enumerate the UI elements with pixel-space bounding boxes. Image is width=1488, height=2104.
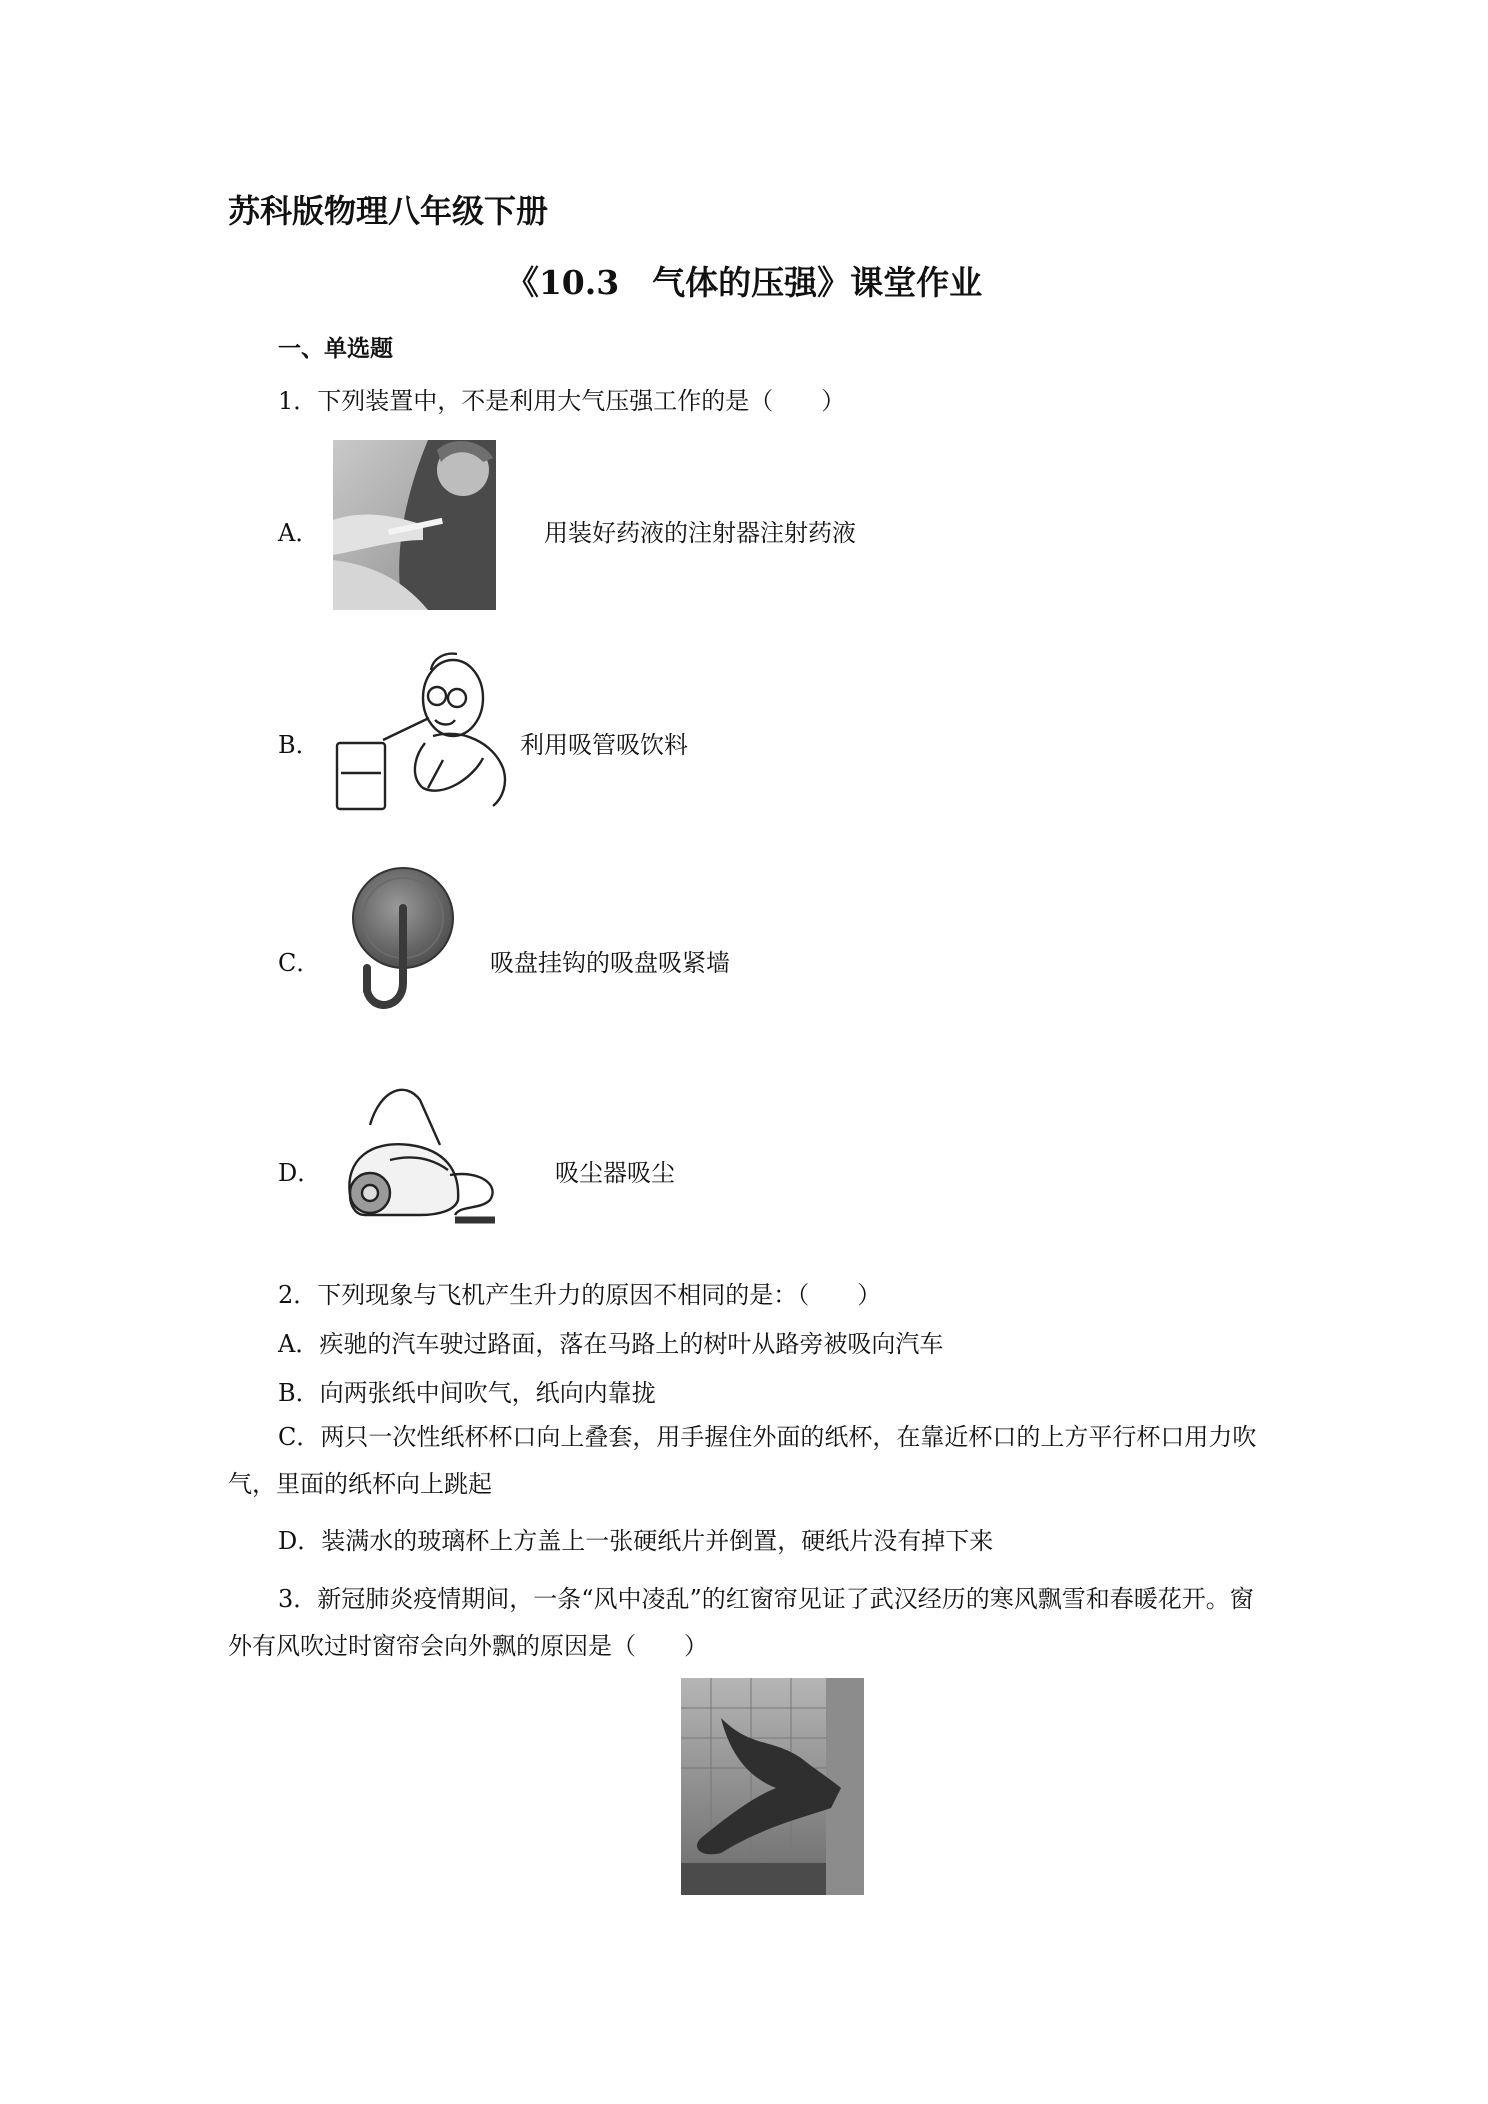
question-2-stem: 2．下列现象与飞机产生升力的原因不相同的是：（ ） <box>278 1281 882 1309</box>
document-header: 苏科版物理八年级下册 <box>228 192 549 230</box>
option-a-label: A． <box>278 519 320 547</box>
question-2-option-c: C．两只一次性纸杯杯口向上叠套，用手握住外面的纸杯，在靠近杯口的上方平行杯口用力吹气，里面的纸杯向上跳起 <box>228 1423 1257 1498</box>
question-2-option-d: D．装满水的玻璃杯上方盖上一张硬纸片并倒置，硬纸片没有掉下来 <box>278 1527 994 1555</box>
question-2-option-a: A．疾驰的汽车驶过路面，落在马路上的树叶从路旁被吸向汽车 <box>278 1330 944 1358</box>
option-c-text: 吸盘挂钩的吸盘吸紧墙 <box>490 949 730 977</box>
question-2-option-b: B．向两张纸中间吹气，纸向内靠拢 <box>278 1379 656 1407</box>
option-c-label: C． <box>278 949 321 977</box>
suction-hook-drawing-icon <box>345 863 465 1023</box>
section-heading: 一、单选题 <box>278 336 393 362</box>
option-d-text: 吸尘器吸尘 <box>555 1159 675 1187</box>
option-b-text: 利用吸管吸饮料 <box>520 731 688 759</box>
question-1-stem: 1．下列装置中，不是利用大气压强工作的是（ ） <box>278 387 846 415</box>
option-a-text: 用装好药液的注射器注射药液 <box>544 519 856 547</box>
syringe-injection-photo-icon <box>333 440 496 610</box>
vacuum-cleaner-drawing-icon <box>330 1075 512 1235</box>
man-drinking-straw-drawing-icon <box>333 648 518 816</box>
document-title: 《10.3 气体的压强》课堂作业 <box>505 263 983 302</box>
option-b-label: B． <box>278 731 320 759</box>
option-d-label: D． <box>278 1159 322 1187</box>
curtain-window-photo-icon <box>681 1678 864 1895</box>
question-3-stem: 3．新冠肺炎疫情期间，一条“风中凌乱”的红窗帘见证了武汉经历的寒风飘雪和春暖花开。窗外有风吹过时窗帘会向外飘的原因是（ ） <box>228 1585 1254 1660</box>
